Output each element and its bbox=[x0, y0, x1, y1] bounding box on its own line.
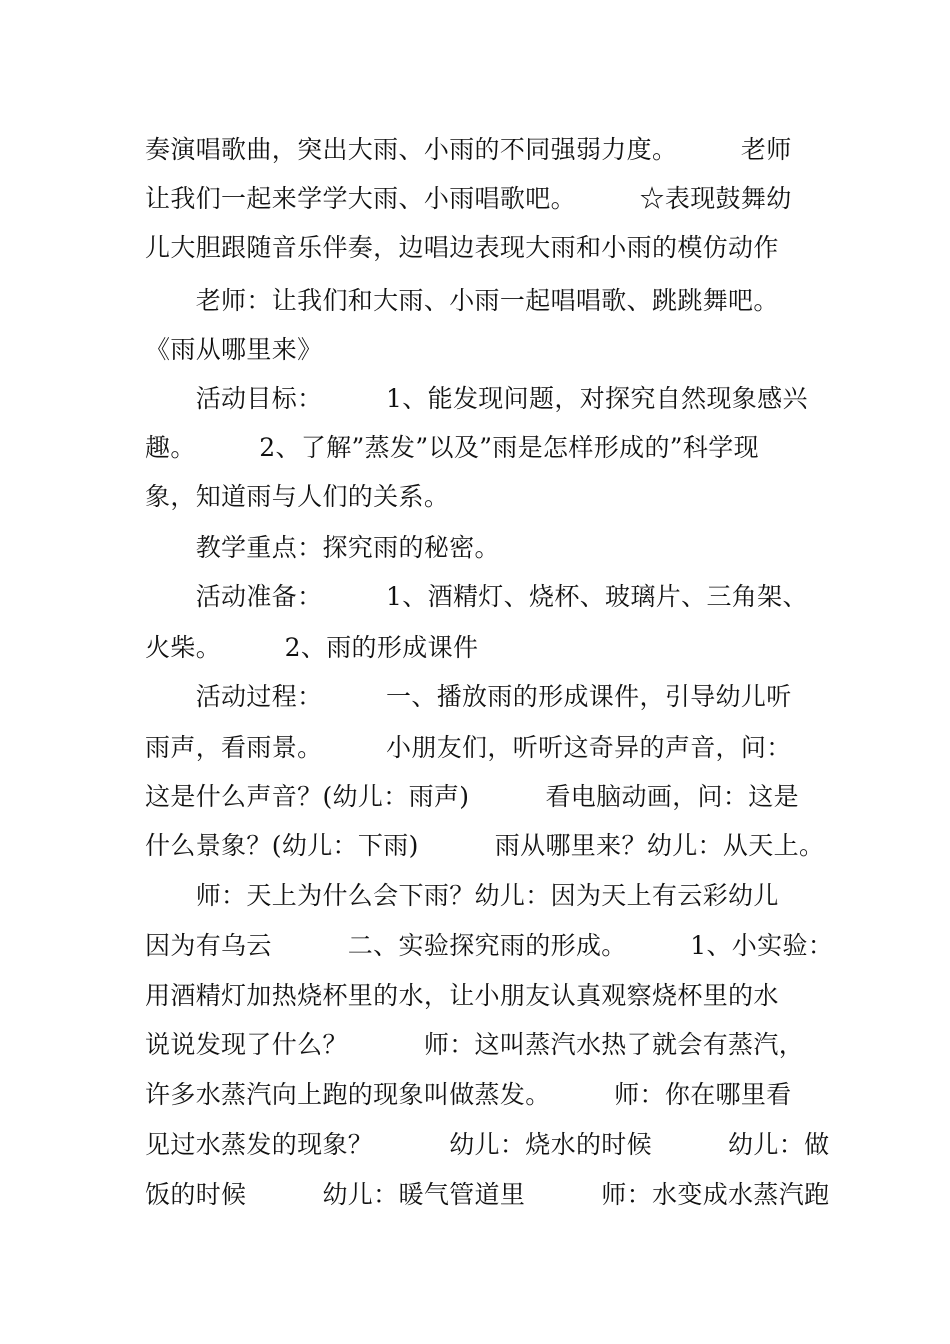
text-line: 什么景象？(幼儿：下雨) 雨从哪里来？幼儿：从天上。 bbox=[145, 831, 825, 860]
text-line: 火柴。 2、雨的形成课件 bbox=[145, 633, 479, 662]
text-line: 许多水蒸汽向上跑的现象叫做蒸发。 师：你在哪里看 bbox=[145, 1080, 792, 1109]
text-line: 老师：让我们和大雨、小雨一起唱唱歌、跳跳舞吧。 bbox=[145, 286, 779, 315]
text-line: 用酒精灯加热烧杯里的水，让小朋友认真观察烧杯里的水 bbox=[145, 981, 779, 1010]
text-line: 活动目标： 1、能发现问题，对探究自然现象感兴 bbox=[145, 384, 808, 413]
text-line: 奏演唱歌曲，突出大雨、小雨的不同强弱力度。 老师 bbox=[145, 135, 792, 164]
text-line: 儿大胆跟随音乐伴奏，边唱边表现大雨和小雨的模仿动作 bbox=[145, 233, 779, 262]
text-line: 象，知道雨与人们的关系。 bbox=[145, 482, 450, 511]
text-line: 这是什么声音？(幼儿：雨声) 看电脑动画，问：这是 bbox=[145, 782, 799, 811]
text-line: 饭的时候 幼儿：暖气管道里 师：水变成水蒸汽跑 bbox=[145, 1180, 830, 1209]
section-title: 《雨从哪里来》 bbox=[145, 335, 323, 364]
text-line: 见过水蒸发的现象？ 幼儿：烧水的时候 幼儿：做 bbox=[145, 1130, 830, 1159]
text-line: 趣。 2、了解”蒸发”以及”雨是怎样形成的”科学现 bbox=[145, 433, 759, 462]
text-line: 教学重点：探究雨的秘密。 bbox=[145, 533, 500, 562]
text-line: 活动准备： 1、酒精灯、烧杯、玻璃片、三角架、 bbox=[145, 582, 808, 611]
text-line: 让我们一起来学学大雨、小雨唱歌吧。 ☆表现鼓舞幼 bbox=[145, 184, 792, 213]
text-line: 师：天上为什么会下雨？幼儿：因为天上有云彩幼儿 bbox=[145, 881, 779, 910]
text-line: 因为有乌云 二、实验探究雨的形成。 1、小实验： bbox=[145, 931, 834, 960]
text-line: 雨声，看雨景。 小朋友们，听听这奇异的声音，问： bbox=[145, 733, 792, 762]
text-line: 说说发现了什么？ 师：这叫蒸汽水热了就会有蒸汽， bbox=[145, 1030, 805, 1059]
text-line: 活动过程： 一、播放雨的形成课件，引导幼儿听 bbox=[145, 682, 792, 711]
